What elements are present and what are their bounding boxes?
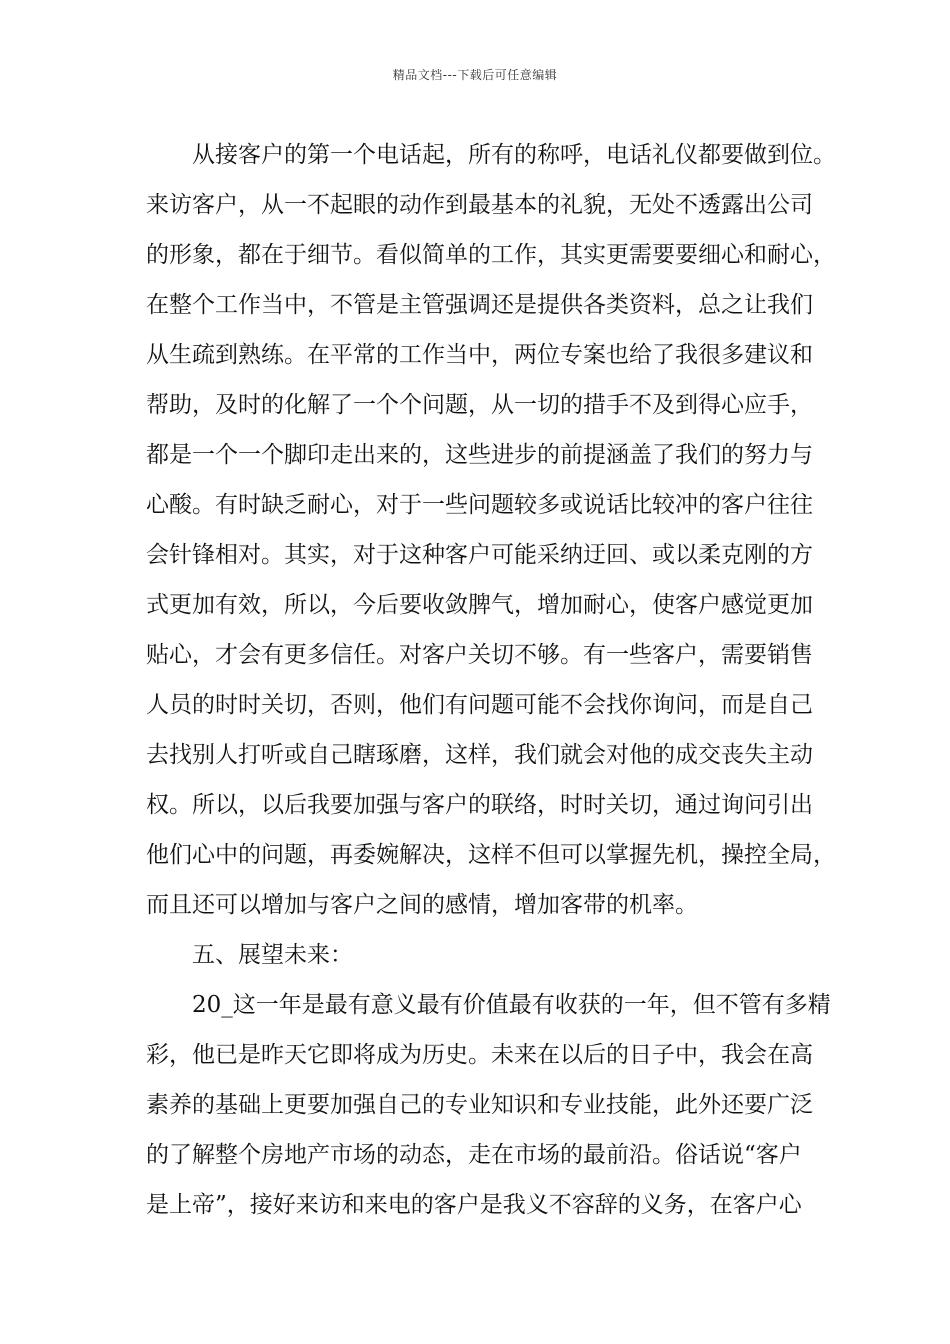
paragraph-line: 去找别人打听或自己瞎琢磨，这样，我们就会对他的成交丧失主动: [146, 742, 813, 768]
paragraph-line: 他们心中的问题，再委婉解决，这样不但可以掌握先机，操控全局，: [146, 842, 836, 868]
document-body: [146, 130, 836, 1230]
paragraph-line: 从接客户的第一个电话起，所有的称呼，电话礼仪都要做到位。: [192, 142, 836, 168]
paragraph-line: 都是一个一个脚印走出来的，这些进步的前提涵盖了我们的努力与: [146, 442, 813, 468]
paragraph-line: 20_这一年是最有意义最有价值最有收获的一年，但不管有多精: [192, 992, 831, 1018]
paragraph-line: 来访客户，从一不起眼的动作到最基本的礼貌，无处不透露出公司: [146, 192, 813, 218]
paragraph-line: 贴心，才会有更多信任。对客户关切不够。有一些客户，需要销售: [146, 642, 813, 668]
paragraph-line: 人员的时时关切，否则，他们有问题可能不会找你询问，而是自己: [146, 692, 813, 718]
paragraph-line: 彩，他已是昨天它即将成为历史。未来在以后的日子中，我会在高: [146, 1042, 813, 1068]
paragraph-line: 权。所以，以后我要加强与客户的联络，时时关切，通过询问引出: [146, 792, 813, 818]
paragraph-line: 心酸。有时缺乏耐心，对于一些问题较多或说话比较冲的客户往往: [146, 492, 813, 518]
paragraph-line: 会针锋相对。其实，对于这种客户可能采纳迂回、或以柔克刚的方: [146, 542, 813, 568]
paragraph-line: 式更加有效，所以，今后要收敛脾气，增加耐心，使客户感觉更加: [146, 592, 813, 618]
section-heading: 五、展望未来：: [192, 942, 353, 968]
paragraph-line: 的了解整个房地产市场的动态，走在市场的最前沿。俗话说“客户: [146, 1142, 802, 1168]
paragraph-line: 是上帝”，接好来访和来电的客户是我义不容辞的义务，在客户心: [146, 1192, 802, 1218]
paragraph-line: 在整个工作当中，不管是主管强调还是提供各类资料，总之让我们: [146, 292, 813, 318]
paragraph-line: 帮助，及时的化解了一个个问题，从一切的措手不及到得心应手，: [146, 392, 813, 418]
paragraph-line: 从生疏到熟练。在平常的工作当中，两位专案也给了我很多建议和: [146, 342, 813, 368]
paragraph-line: 素养的基础上更要加强自己的专业知识和专业技能，此外还要广泛: [146, 1092, 813, 1118]
paragraph-line: 而且还可以增加与客户之间的感情，增加客带的机率。: [146, 892, 698, 918]
paragraph-line: 的形象，都在于细节。看似简单的工作，其实更需要要细心和耐心，: [146, 242, 836, 268]
page-header: 精品文档---下载后可任意编辑: [392, 68, 558, 82]
